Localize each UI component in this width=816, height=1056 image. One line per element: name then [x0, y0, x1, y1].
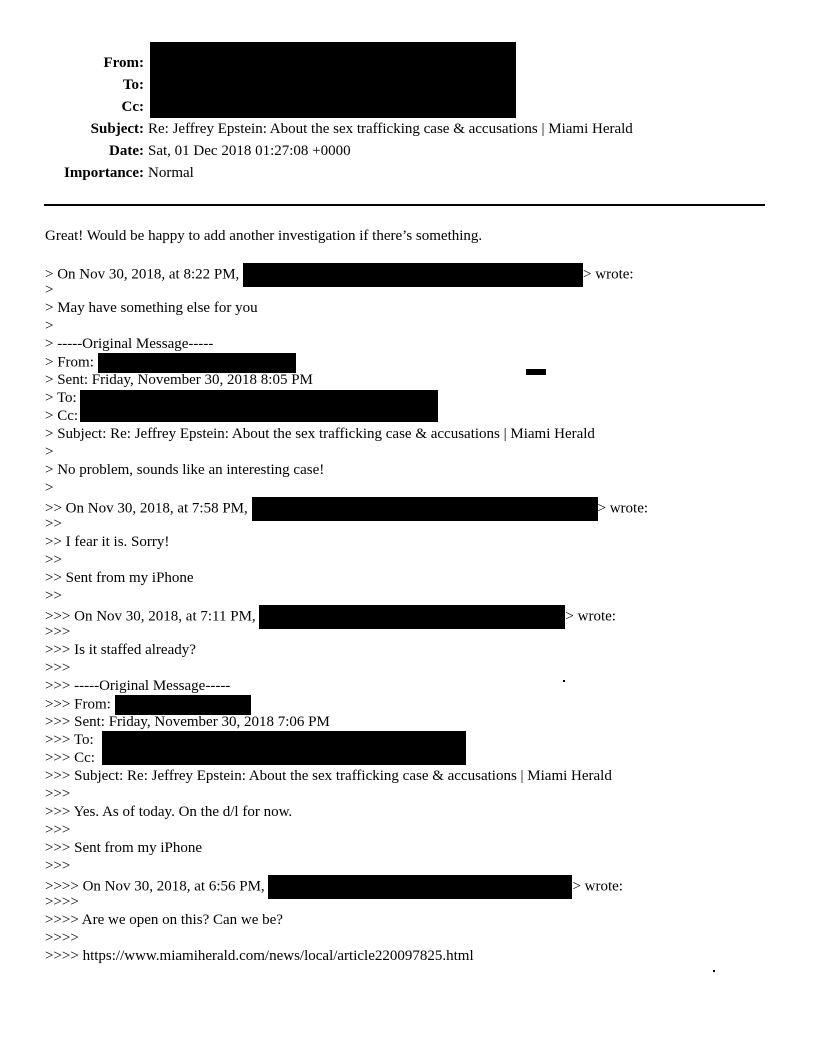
body-line: >>> -----Original Message----- — [45, 678, 231, 694]
speck-mark — [713, 970, 715, 972]
wrote-text: > wrote: — [597, 500, 649, 517]
email-body — [45, 227, 796, 965]
body-line: >> — [45, 588, 62, 604]
to-label: To: — [122, 77, 144, 93]
date-value: Sat, 01 Dec 2018 01:27:08 +0000 — [148, 143, 351, 159]
to-row — [40, 74, 633, 96]
body-line: > Subject: Re: Jeffrey Epstein: About the sex trafficking case & accusations | Miami Herald — [45, 426, 595, 442]
quote-header-line — [45, 605, 796, 623]
subject-value: Re: Jeffrey Epstein: About the sex trafficking case & accusations | Miami Herald — [148, 121, 633, 137]
date-label: Date: — [109, 143, 144, 159]
redaction-block — [98, 353, 296, 373]
from-label: From: — [103, 55, 144, 71]
speck-mark — [563, 680, 565, 682]
body-line: >>> — [45, 822, 71, 838]
to-text: >>> To: — [45, 732, 94, 748]
body-line: >>> — [45, 858, 71, 874]
subject-row — [40, 118, 633, 140]
redaction-block — [115, 695, 251, 715]
body-line: > No problem, sounds like an interesting case! — [45, 462, 325, 478]
wrote-text: > wrote: — [583, 266, 634, 283]
from-text: > From: — [45, 354, 94, 371]
date-row — [40, 140, 633, 162]
body-line — [45, 353, 796, 371]
body-line: >>> Sent: Friday, November 30, 2018 7:06 PM — [45, 714, 330, 730]
redaction-block — [80, 390, 438, 422]
body-line: > Sent: Friday, November 30, 2018 8:05 PM — [45, 372, 313, 388]
body-line: > — [45, 480, 54, 496]
body-line: >>> — [45, 660, 71, 676]
to-text: > To: — [45, 390, 77, 406]
body-line: >>> Yes. As of today. On the d/l for now. — [45, 804, 293, 820]
quote-header-line — [45, 263, 796, 281]
redaction-mark — [526, 369, 546, 375]
wrote-text: > wrote: — [572, 878, 623, 895]
body-line: > — [45, 444, 54, 460]
body-line: >>>> — [45, 894, 79, 910]
header-divider — [44, 204, 765, 206]
redaction-block — [102, 731, 466, 765]
quote-header-line — [45, 875, 796, 893]
importance-row — [40, 162, 633, 184]
body-line: >>> Sent from my iPhone — [45, 840, 203, 856]
body-line: >> Sent from my iPhone — [45, 570, 194, 586]
quote-attribution: >>>> On Nov 30, 2018, at 6:56 PM, — [45, 878, 265, 895]
body-line: >>> Is it staffed already? — [45, 642, 196, 658]
body-line: >>> — [45, 786, 71, 802]
body-line: > — [45, 282, 54, 298]
body-line: >>> Subject: Re: Jeffrey Epstein: About the sex trafficking case & accusations | Miami Herald — [45, 768, 612, 784]
wrote-text: > wrote: — [565, 608, 616, 625]
body-line: >>>> — [45, 930, 79, 946]
body-line: > — [45, 318, 54, 334]
cc-text: >>> Cc: — [45, 750, 95, 766]
body-line — [45, 695, 796, 713]
body-line: >> — [45, 516, 62, 532]
cc-text: > Cc: — [45, 408, 79, 424]
body-line: Great! Would be happy to add another investigation if there’s something. — [45, 228, 483, 244]
body-line: > -----Original Message----- — [45, 336, 214, 352]
from-text: >>> From: — [45, 696, 111, 713]
quote-header-line — [45, 497, 796, 515]
email-header — [40, 52, 633, 184]
body-line: >>> — [45, 624, 71, 640]
importance-value: Normal — [148, 165, 194, 181]
quote-attribution: > On Nov 30, 2018, at 8:22 PM, — [45, 266, 240, 283]
from-row — [40, 52, 633, 74]
body-line: > May have something else for you — [45, 300, 258, 316]
body-line: >>>> Are we open on this? Can we be? — [45, 912, 283, 928]
cc-label: Cc: — [121, 99, 144, 115]
blank-line — [45, 245, 796, 263]
cc-row — [40, 96, 633, 118]
subject-label: Subject: — [90, 121, 144, 137]
body-line: >> I fear it is. Sorry! — [45, 534, 170, 550]
quote-attribution: >> On Nov 30, 2018, at 7:58 PM, — [45, 500, 248, 517]
url-line: >>>> https://www.miamiherald.com/news/local/article220097825.html — [45, 948, 474, 964]
body-line: >> — [45, 552, 62, 568]
importance-label: Importance: — [64, 165, 144, 181]
quote-attribution: >>> On Nov 30, 2018, at 7:11 PM, — [45, 608, 256, 625]
